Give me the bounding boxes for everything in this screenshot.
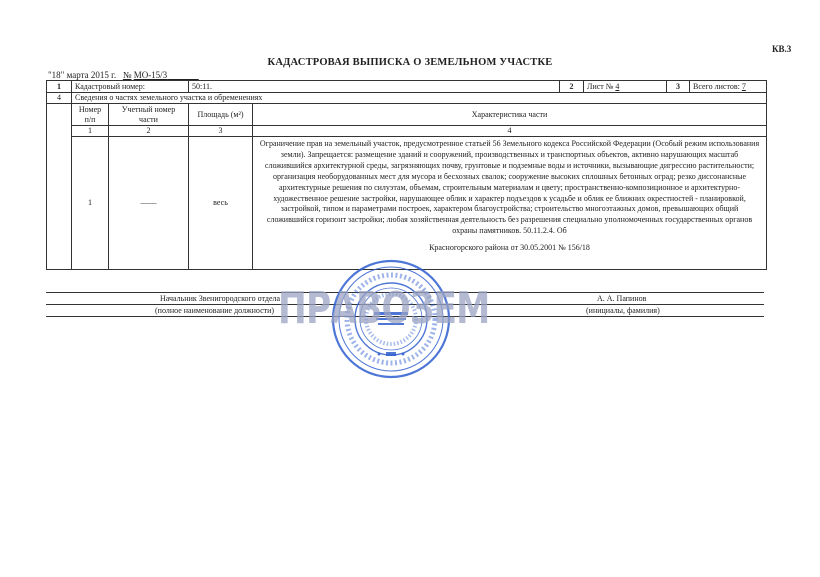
col-number-1: 1 — [72, 126, 109, 137]
characteristic-tail: Красногорского района от 30.05.2001 № 156/18 — [429, 243, 590, 253]
col-header-num: Номер п/п — [72, 104, 109, 126]
section-row — [47, 93, 767, 104]
col-header-account: Учетный номер части — [109, 104, 189, 126]
cadastral-label: Кадастровый номер: — [72, 81, 189, 93]
signatory-post: Начальник Звенигородского отдела — [160, 294, 281, 303]
col-number-2: 2 — [109, 126, 189, 137]
sheet-label: Лист № — [587, 81, 614, 91]
row-area: весь — [189, 137, 253, 270]
column-number-row — [47, 126, 767, 137]
col-header-characteristic: Характеристика части — [253, 104, 767, 126]
extract-table — [46, 80, 767, 270]
characteristic-text: Ограничение прав на земельный участок, предусмотренное статьей 56 Земельного кодекса Российской Федерации (Особый режим использования земли). Запрещается: размещение зданий и сооружений, производственных и транспортных объектов, активно нарушающих масштаб сложившийся архитектурной среды, загрязняющих почву, грунтовые и подземные воды и источники, вызывающие дигрессию растительности; организация необорудованных мест для мусора и бесхозных свалок; сооружение высоких сплошных бетонных оград; резко диссонансные архитектурные решения по силуэтам, объемам, строительным материалам и цвету; пространственно-композиционное и архитектурно-художественное решение застройки, нарушающее облик и характер подъездов к усадьбе и облик ее ближних окрестностей - планировкой, застройкой, типом и параметрами построек, характером благоустройства; строительство многоэтажных домов, превышающих общий сложившийся горизонт застройки; любая хозяйственная деятельность без разрешения специально уполномоченных государственных органов охраны памятников. 50.11.2.4. Об — [259, 139, 760, 236]
table-row — [47, 137, 767, 270]
col-number-4: 4 — [253, 126, 767, 137]
document-title: КАДАСТРОВАЯ ВЫПИСКА О ЗЕМЕЛЬНОМ УЧАСТКЕ — [267, 57, 553, 68]
signatory-name: А. А. Папинов — [597, 294, 647, 303]
cadastral-row — [47, 81, 767, 93]
date-month-year: марта 2015 г. — [66, 70, 117, 80]
row-index-3: 3 — [667, 81, 690, 93]
column-header-row — [47, 104, 767, 126]
form-code: КВ.3 — [772, 44, 792, 54]
row-num: 1 — [72, 137, 109, 270]
row-account: —— — [109, 137, 189, 270]
col-number-3: 3 — [189, 126, 253, 137]
row-characteristic — [253, 137, 767, 270]
total-label: Всего листов: — [693, 81, 740, 91]
sheet-value: 4 — [615, 81, 620, 91]
row-index-2: 2 — [560, 81, 584, 93]
number-label: № — [122, 70, 132, 80]
date-day: "18" — [48, 70, 65, 80]
number-value: МО-15/3 — [133, 70, 168, 80]
row-index-1: 1 — [47, 81, 72, 93]
section-title: Сведения о частях земельного участка и обременениях — [72, 93, 767, 104]
cadastral-value: 50:11. — [189, 81, 560, 93]
section-index: 4 — [47, 93, 72, 104]
name-caption: (инициалы, фамилия) — [586, 306, 660, 315]
total-value: 7 — [741, 81, 746, 91]
watermark-text: ПРАВОЗЕМ — [278, 283, 490, 334]
post-caption: (полное наименование должности) — [155, 306, 275, 315]
total-cell — [690, 81, 767, 93]
sheet-cell — [584, 81, 667, 93]
date-line — [48, 70, 199, 80]
col-header-area: Площадь (м²) — [189, 104, 253, 126]
